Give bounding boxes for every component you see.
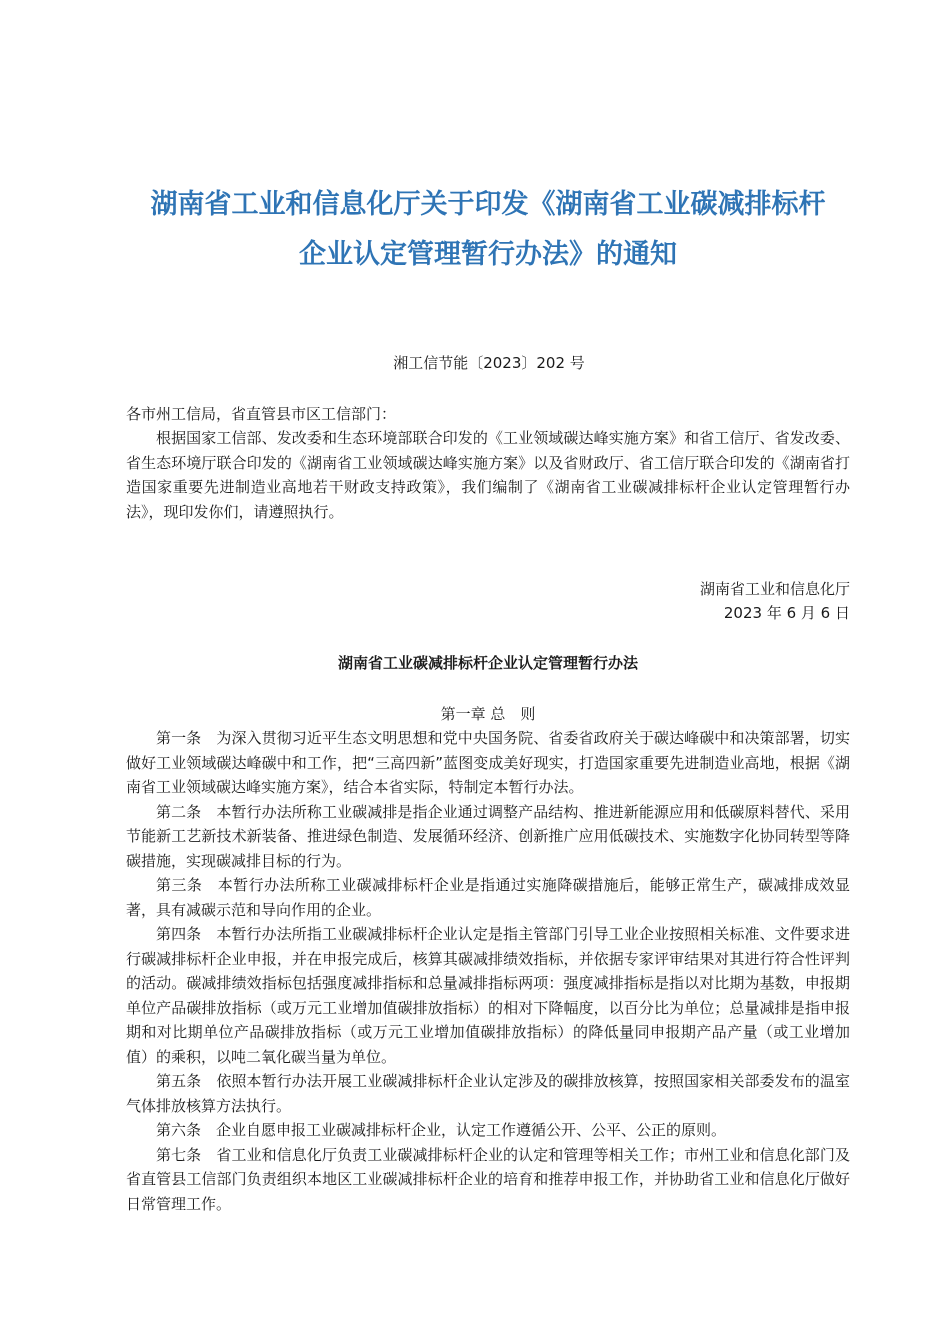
article-1: 第一条 为深入贯彻习近平生态文明思想和党中央国务院、省委省政府关于碳达峰碳中和决策部署，切实做好工业领域碳达峰碳中和工作，把“三高四新”蓝图变成美好现实，打造国家重要先进制造业高地，根据《湖南省工业领域碳达峰实施方案》，结合本省实际，特制定本暂行办法。 [126, 729, 850, 796]
document-number: 湘工信节能〔2023〕202 号 [393, 354, 585, 372]
title-line-2: 企业认定管理暂行办法》的通知 [299, 239, 677, 270]
title-line-1: 湖南省工业和信息化厅关于印发《湖南省工业碳减排标杆 [150, 189, 826, 220]
article-6: 第六条 企业自愿申报工业碳减排标杆企业，认定工作遵循公开、公平、公正的原则。 [156, 1121, 727, 1139]
document-title [100, 180, 876, 280]
annex-title: 湖南省工业碳减排标杆企业认定管理暂行办法 [337, 654, 638, 672]
article-2: 第二条 本暂行办法所称工业碳减排是指企业通过调整产品结构、推进新能源应用和低碳原料替代、采用节能新工艺新技术新装备、推进绿色制造、发展循环经济、创新推广应用低碳技术、实施数字化协同转型等降碳措施，实现碳减排目标的行为。 [126, 802, 850, 870]
chapter-heading: 第一章 总 则 [440, 705, 536, 723]
article-3: 第三条 本暂行办法所称工业碳减排标杆企业是指通过实施降碳措施后，能够正常生产，碳减排成效显著，具有减碳示范和导向作用的企业。 [126, 876, 850, 919]
intro-paragraph: 根据国家工信部、发改委和生态环境部联合印发的《工业领域碳达峰实施方案》和省工信厅、省发改委、省生态环境厅联合印发的《湖南省工业领域碳达峰实施方案》以及省财政厅、省工信厅联合印发的《湖南省打造国家重要先进制造业高地若干财政支持政策》，我们编制了《湖南省工业碳减排标杆企业认定管理暂行办法》，现印发你们，请遵照执行。 [126, 429, 850, 521]
article-5: 第五条 依照本暂行办法开展工业碳减排标杆企业认定涉及的碳排放核算，按照国家相关部委发布的温室气体排放核算方法执行。 [126, 1072, 850, 1115]
signature-organization: 湖南省工业和信息化厅 [699, 580, 850, 598]
articles-list [126, 726, 850, 1216]
article-4: 第四条 本暂行办法所指工业碳减排标杆企业认定是指主管部门引导工业企业按照相关标准、文件要求进行碳减排标杆企业申报，并在申报完成后，核算其碳减排绩效指标，并依据专家评审结果对其进行符合性评判的活动。碳减排绩效指标包括强度减排指标和总量减排指标两项：强度减排指标是指以对比期为基数，申报期单位产品碳排放指标（或万元工业增加值碳排放指标）的相对下降幅度，以百分比为单位；总量减排是指申报期和对比期单位产品碳排放指标（或万元工业增加值碳排放指标）的降低量同申报期产品产量（或工业增加值）的乘积，以吨二氧化碳当量为单位。 [126, 925, 850, 1066]
salutation: 各市州工信局，省直管县市区工信部门： [126, 405, 397, 423]
article-7: 第七条 省工业和信息化厅负责工业碳减排标杆企业的认定和管理等相关工作；市州工业和信息化部门及省直管县工信部门负责组织本地区工业碳减排标杆企业的培育和推荐申报工作，并协助省工业和信息化厅做好日常管理工作。 [126, 1145, 850, 1213]
signature-date: 2023 年 6 月 6 日 [723, 604, 850, 622]
